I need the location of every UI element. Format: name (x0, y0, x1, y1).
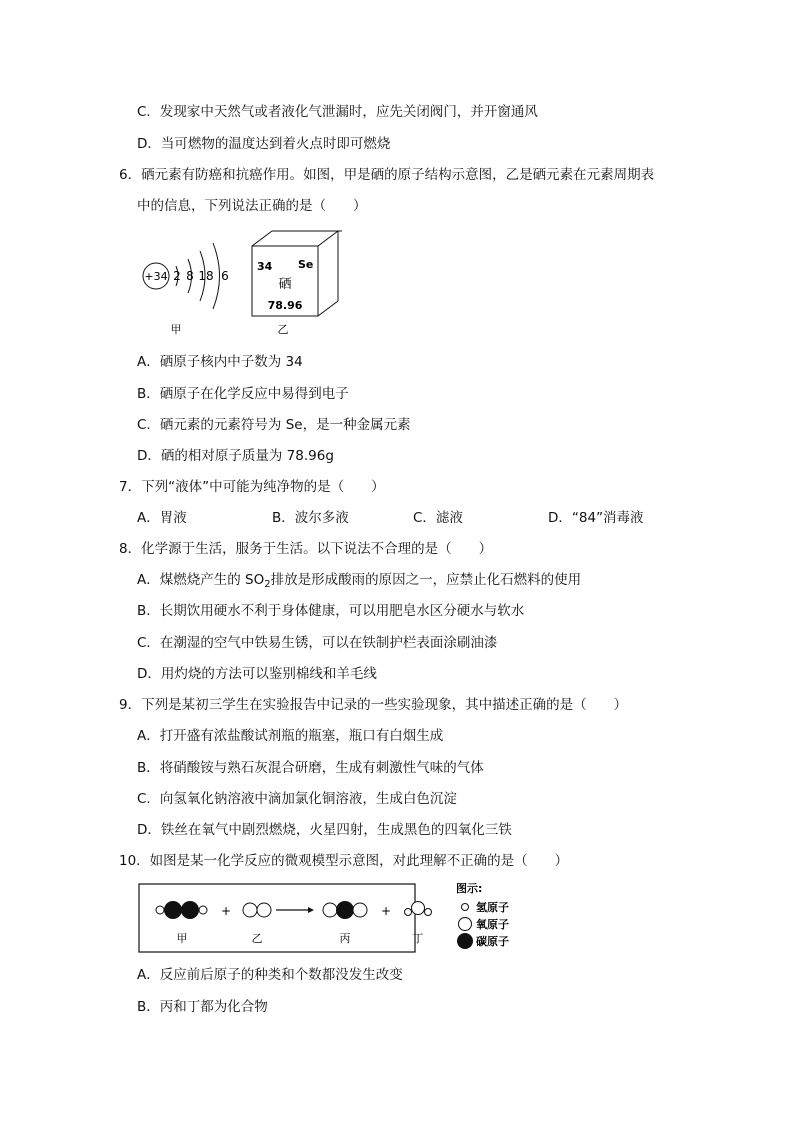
question-6-option-d: D．硒的相对原子质量为 78.96g (137, 448, 334, 464)
element-symbol: Se (298, 258, 314, 271)
question-8-option-b: B．长期饮用硬水不利于身体健康，可以用肥皂水区分硬水与软水 (137, 603, 525, 619)
question-8-option-d: D．用灼烧的方法可以鉴别棉线和羊毛线 (137, 666, 377, 682)
question-6-stem: 6．硒元素有防癌和抗癌作用。如图，甲是硒的原子结构示意图，乙是硒元素在元素周期表 (119, 167, 655, 183)
question-10-stem: 10．如图是某一化学反应的微观模型示意图，对此理解不正确的是（ ） (119, 853, 569, 869)
question-7-option-b: B．波尔多液 (272, 510, 349, 526)
label-yi: 乙 (251, 932, 263, 945)
question-7-option-c: C．滤液 (413, 510, 463, 526)
legend-oxygen: 氧原子 (476, 918, 509, 931)
option-a-text-start: A．煤燃烧产生的 SO (137, 572, 265, 588)
question-6-option-b: B．硒原子在化学反应中易得到电子 (137, 386, 349, 402)
legend-hydrogen: 氢原子 (476, 901, 509, 914)
question-8-option-a (137, 571, 581, 594)
question-9-option-d: D．铁丝在氧气中剧烈燃烧，火星四射，生成黑色的四氧化三铁 (137, 822, 512, 838)
question-9-option-c: C．向氢氧化钠溶液中滴加氯化铜溶液，生成白色沉淀 (137, 791, 457, 807)
question-7-option-d: D．“84”消毒液 (548, 510, 644, 526)
molecule-bing (323, 901, 367, 919)
question-6-option-a: A．硒原子核内中子数为 34 (137, 354, 303, 370)
svg-text:+: + (380, 904, 392, 918)
option-c-prev: C．发现家中天然气或者液化气泄漏时，应先关闭阀门，并开窗通风 (137, 104, 538, 120)
label-ding: 丁 (412, 932, 424, 945)
element-cell-diagram (252, 231, 342, 336)
atomic-number: 34 (257, 260, 273, 273)
label-jia: 甲 (176, 932, 188, 945)
molecule-jia (156, 901, 207, 919)
element-name: 硒 (278, 277, 292, 292)
nucleus-charge: +34 (144, 270, 168, 283)
atomic-mass: 78.96 (267, 299, 303, 312)
molecule-yi (243, 903, 271, 917)
molecule-ding (405, 902, 432, 916)
option-d-prev: D．当可燃物的温度达到着火点时即可燃烧 (137, 136, 391, 152)
question-10-option-a: A．反应前后原子的种类和个数都没发生改变 (137, 967, 403, 983)
question-6-stem-cont: 中的信息，下列说法正确的是（ ） (137, 198, 367, 214)
legend (456, 881, 509, 949)
question-6-option-c: C．硒元素的元素符号为 Se，是一种金属元素 (137, 417, 411, 433)
legend-title: 图示: (456, 882, 483, 895)
question-9-option-a: A．打开盛有浓盐酸试剂瓶的瓶塞，瓶口有白烟生成 (137, 728, 444, 744)
legend-carbon: 碳原子 (476, 935, 509, 948)
option-a-text-end: 排放是形成酸雨的原因之一，应禁止化石燃料的使用 (270, 572, 582, 588)
question-9-stem: 9．下列是某初三学生在实验报告中记录的一些实验现象，其中描述正确的是（ ） (119, 697, 628, 713)
reaction-model-figure (138, 878, 528, 958)
question-8-stem: 8．化学源于生活，服务于生活。以下说法不合理的是（ ） (119, 541, 493, 557)
label-bing: 丙 (339, 932, 351, 945)
question-10-option-b: B．丙和丁都为化合物 (137, 999, 268, 1015)
selenium-figure (130, 226, 370, 341)
svg-text:+: + (220, 904, 232, 918)
shell-2-count: 8 (186, 269, 194, 283)
question-7-option-a: A．胃液 (137, 510, 187, 526)
subscript-2: 2 (264, 579, 271, 590)
shell-4-count: 6 (221, 269, 229, 283)
shell-3-count: 18 (198, 269, 214, 283)
question-8-option-c: C．在潮湿的空气中铁易生锈，可以在铁制护栏表面涂刷油漆 (137, 635, 498, 651)
shell-1-count: 2 (173, 269, 181, 283)
question-7-stem: 7．下列“液体”中可能为纯净物的是（ ） (119, 479, 385, 495)
atom-caption: 甲 (170, 323, 182, 336)
question-9-option-b: B．将硝酸铵与熟石灰混合研磨，生成有刺激性气味的气体 (137, 760, 484, 776)
atom-structure-diagram (143, 243, 229, 336)
element-caption: 乙 (277, 323, 289, 336)
